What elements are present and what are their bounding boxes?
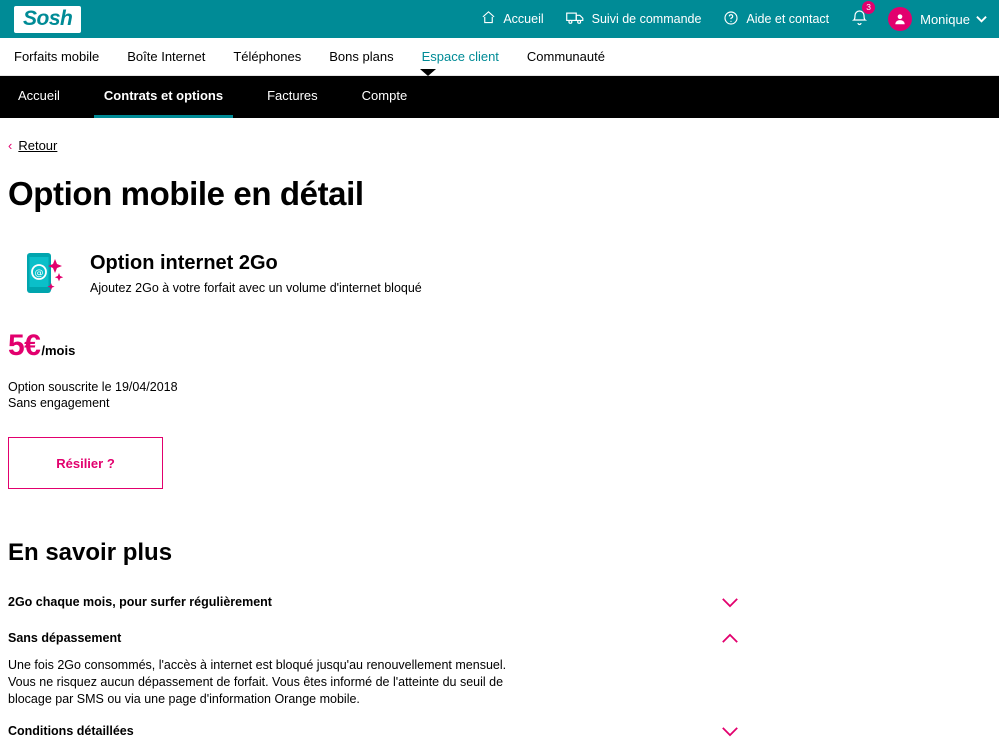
accordion-header-2[interactable] — [8, 631, 991, 651]
back-link[interactable] — [8, 138, 991, 153]
accordion-spacer-1 — [8, 615, 991, 631]
sosh-logo[interactable] — [14, 6, 81, 33]
tab-factures[interactable]: Factures — [267, 88, 318, 103]
subscription-info — [8, 379, 991, 411]
accordion-header-3[interactable] — [8, 724, 991, 744]
accordion-item-3 — [8, 724, 991, 744]
nav-item-boite-internet[interactable]: Boîte Internet — [127, 49, 206, 64]
accordion-body-2: Une fois 2Go consommés, l'accès à internet est bloqué jusqu'au renouvellement mensuel. Vous ne risquez aucun dépassement de forfait. Vous êtes informé de l'atteinte du seuil de blocage par SMS ou via une page d'information Orange mobile. — [8, 658, 507, 706]
chevron-down-icon — [976, 10, 987, 28]
nav-active-caret-icon — [420, 69, 436, 76]
offer-texts — [90, 252, 422, 295]
top-bar — [0, 0, 999, 38]
chevron-left-icon: ‹ — [8, 138, 13, 153]
nav-item-telephones[interactable]: Téléphones — [233, 49, 302, 64]
notifications-badge: 3 — [862, 1, 875, 14]
back-link-label: Retour — [18, 138, 58, 153]
tab-contrats-et-options[interactable]: Contrats et options — [94, 76, 233, 118]
top-bar-right — [481, 0, 999, 38]
home-icon — [481, 10, 503, 28]
price-amount: 5€ — [8, 329, 41, 362]
top-link-accueil[interactable] — [481, 10, 543, 28]
accordion-label-3: Conditions détaillées — [8, 724, 134, 738]
delivery-truck-icon — [566, 10, 592, 28]
nav-item-bons-plans[interactable]: Bons plans — [329, 49, 394, 64]
accordion-item-2 — [8, 631, 991, 708]
top-link-aide-contact-label: Aide et contact — [746, 12, 830, 26]
offer-title: Option internet 2Go — [90, 251, 278, 274]
accordion-label-1: 2Go chaque mois, pour surfer régulièrement — [8, 595, 272, 609]
mobile-phone-internet-icon — [8, 245, 78, 301]
top-link-accueil-label: Accueil — [503, 12, 544, 26]
accordion — [8, 595, 991, 744]
main-navigation — [0, 38, 999, 76]
sosh-logo-text: Sosh — [23, 6, 73, 30]
sub-navigation — [0, 76, 999, 118]
price-unit: /mois — [41, 343, 76, 358]
price-block — [8, 329, 991, 363]
more-info-title: En savoir plus — [8, 539, 173, 566]
svg-text:@: @ — [34, 268, 44, 279]
cancel-option-button[interactable]: Résilier ? — [8, 437, 163, 489]
accordion-item-1 — [8, 595, 991, 615]
question-circle-icon — [723, 10, 746, 29]
nav-item-communaute[interactable]: Communauté — [526, 49, 605, 64]
tab-compte[interactable]: Compte — [361, 88, 408, 103]
subscription-commitment: Sans engagement — [8, 396, 110, 410]
page-content — [0, 138, 999, 744]
top-link-aide-contact[interactable] — [723, 10, 829, 29]
chevron-up-icon[interactable] — [719, 631, 741, 649]
user-menu[interactable] — [888, 7, 987, 31]
chevron-down-icon[interactable] — [719, 724, 741, 742]
chevron-down-icon[interactable] — [719, 595, 741, 613]
accordion-spacer-2 — [8, 708, 991, 724]
top-link-suivi-commande-label: Suivi de commande — [591, 12, 702, 26]
tab-accueil[interactable]: Accueil — [18, 88, 60, 103]
nav-item-espace-client[interactable]: Espace client — [421, 49, 499, 64]
offer-summary — [8, 245, 991, 301]
top-link-suivi-commande[interactable] — [566, 10, 702, 28]
avatar — [888, 7, 912, 31]
notifications-button[interactable] — [851, 1, 871, 31]
user-name-label: Monique — [920, 11, 970, 27]
page-title: Option mobile en détail — [8, 175, 364, 212]
offer-subtitle: Ajoutez 2Go à votre forfait avec un volume d'internet bloqué — [90, 280, 422, 295]
subscription-date: Option souscrite le 19/04/2018 — [8, 380, 178, 394]
accordion-label-2: Sans dépassement — [8, 631, 122, 645]
nav-item-forfaits-mobile[interactable]: Forfaits mobile — [14, 49, 100, 64]
accordion-header-1[interactable] — [8, 595, 991, 615]
